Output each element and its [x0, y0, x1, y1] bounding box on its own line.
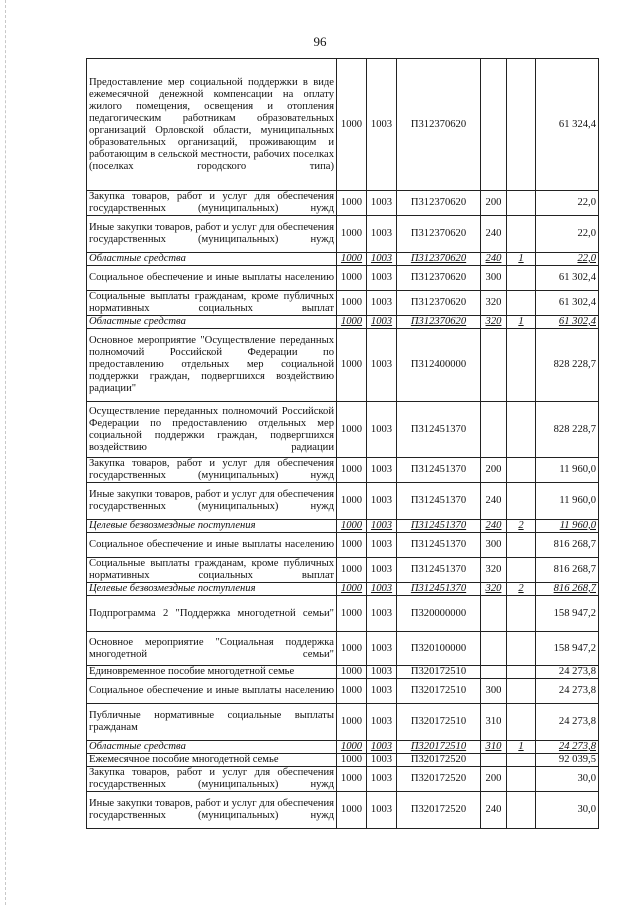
- table-row: [87, 191, 599, 216]
- row-amount: 11 960,0: [536, 458, 599, 483]
- row-amount: 11 960,0: [536, 483, 599, 520]
- row-amount: 30,0: [536, 792, 599, 829]
- row-name: Осуществление переданных полномочий Российской Федерации по предоставлению отдельных мер социальной поддержки граждан, подвергшихся воздействию радиации: [87, 402, 337, 458]
- row-funding-source: [507, 792, 536, 829]
- row-subsection: 1003: [367, 596, 397, 632]
- row-expense-type: [481, 59, 507, 191]
- row-section: 1000: [337, 266, 367, 291]
- row-name: Областные средства: [87, 741, 337, 754]
- table-row: [87, 792, 599, 829]
- row-target-article: П312370620: [397, 216, 481, 253]
- row-amount: 158 947,2: [536, 596, 599, 632]
- table-row: [87, 767, 599, 792]
- row-name: Социальное обеспечение и иные выплаты населению: [87, 679, 337, 704]
- row-name: Предоставление мер социальной поддержки в виде ежемесячной денежной компенсации на оплату жилого помещения, освещения и отопления педагогическим работникам образовательных организаций Орловской области, муниципальных образовательных организаций, проживающим и работающим в сельской местности, рабочих поселках (поселках городского типа): [87, 59, 337, 191]
- row-amount: 61 302,4: [536, 291, 599, 316]
- row-section: 1000: [337, 533, 367, 558]
- row-section: 1000: [337, 191, 367, 216]
- row-subsection: 1003: [367, 533, 397, 558]
- table-row: [87, 741, 599, 754]
- row-funding-source: [507, 596, 536, 632]
- row-name: Закупка товаров, работ и услуг для обеспечения государственных (муниципальных) нужд: [87, 767, 337, 792]
- row-subsection: 1003: [367, 191, 397, 216]
- row-funding-source: [507, 754, 536, 767]
- row-subsection: 1003: [367, 483, 397, 520]
- row-funding-source: [507, 483, 536, 520]
- row-subsection: 1003: [367, 666, 397, 679]
- row-funding-source: [507, 704, 536, 741]
- row-subsection: 1003: [367, 767, 397, 792]
- row-expense-type: 310: [481, 704, 507, 741]
- row-section: 1000: [337, 679, 367, 704]
- row-funding-source: [507, 558, 536, 583]
- row-expense-type: 200: [481, 767, 507, 792]
- row-target-article: П320172520: [397, 754, 481, 767]
- table-row: [87, 59, 599, 191]
- row-name: Закупка товаров, работ и услуг для обеспечения государственных (муниципальных) нужд: [87, 191, 337, 216]
- row-name: Подпрограмма 2 "Поддержка многодетной семьи": [87, 596, 337, 632]
- row-section: 1000: [337, 316, 367, 329]
- page-number: 96: [313, 34, 327, 49]
- row-target-article: П320100000: [397, 632, 481, 666]
- row-section: 1000: [337, 583, 367, 596]
- row-target-article: П320172510: [397, 704, 481, 741]
- row-section: 1000: [337, 59, 367, 191]
- row-expense-type: 300: [481, 533, 507, 558]
- row-target-article: П320172520: [397, 792, 481, 829]
- table-row: [87, 632, 599, 666]
- row-expense-type: 240: [481, 216, 507, 253]
- row-target-article: П312370620: [397, 316, 481, 329]
- row-name: Социальное обеспечение и иные выплаты населению: [87, 533, 337, 558]
- row-amount: 30,0: [536, 767, 599, 792]
- row-amount: 61 324,4: [536, 59, 599, 191]
- row-expense-type: 300: [481, 266, 507, 291]
- row-section: 1000: [337, 558, 367, 583]
- row-amount: 22,0: [536, 253, 599, 266]
- row-subsection: 1003: [367, 792, 397, 829]
- table-body: [87, 59, 599, 829]
- row-expense-type: 320: [481, 316, 507, 329]
- row-expense-type: [481, 329, 507, 402]
- row-subsection: 1003: [367, 59, 397, 191]
- row-funding-source: [507, 59, 536, 191]
- row-subsection: 1003: [367, 216, 397, 253]
- row-name: Иные закупки товаров, работ и услуг для обеспечения государственных (муниципальных) нужд: [87, 792, 337, 829]
- row-name: Иные закупки товаров, работ и услуг для обеспечения государственных (муниципальных) нужд: [87, 483, 337, 520]
- row-funding-source: 2: [507, 583, 536, 596]
- row-target-article: П312451370: [397, 520, 481, 533]
- row-target-article: П312451370: [397, 483, 481, 520]
- row-name: Целевые безвозмездные поступления: [87, 583, 337, 596]
- row-expense-type: 200: [481, 458, 507, 483]
- budget-table: [86, 58, 599, 829]
- row-funding-source: [507, 266, 536, 291]
- row-name: Иные закупки товаров, работ и услуг для обеспечения государственных (муниципальных) нужд: [87, 216, 337, 253]
- row-expense-type: [481, 402, 507, 458]
- row-section: 1000: [337, 767, 367, 792]
- table-row: [87, 483, 599, 520]
- row-subsection: 1003: [367, 266, 397, 291]
- table-row: [87, 458, 599, 483]
- row-funding-source: 1: [507, 316, 536, 329]
- row-funding-source: [507, 533, 536, 558]
- table-row: [87, 754, 599, 767]
- row-subsection: 1003: [367, 253, 397, 266]
- row-funding-source: 1: [507, 253, 536, 266]
- row-expense-type: [481, 666, 507, 679]
- row-subsection: 1003: [367, 458, 397, 483]
- row-section: 1000: [337, 792, 367, 829]
- row-amount: 61 302,4: [536, 316, 599, 329]
- row-section: 1000: [337, 632, 367, 666]
- row-amount: 828 228,7: [536, 402, 599, 458]
- table-row: [87, 704, 599, 741]
- row-section: 1000: [337, 666, 367, 679]
- row-name: Основное мероприятие "Социальная поддержка многодетной семьи": [87, 632, 337, 666]
- row-section: 1000: [337, 704, 367, 741]
- table-row: [87, 596, 599, 632]
- row-expense-type: [481, 754, 507, 767]
- row-target-article: П312400000: [397, 329, 481, 402]
- table-row: [87, 679, 599, 704]
- row-target-article: П312370620: [397, 59, 481, 191]
- row-name: Областные средства: [87, 316, 337, 329]
- row-expense-type: [481, 632, 507, 666]
- table-row: [87, 266, 599, 291]
- row-target-article: П312451370: [397, 558, 481, 583]
- row-name: Социальные выплаты гражданам, кроме публичных нормативных социальных выплат: [87, 558, 337, 583]
- row-amount: 61 302,4: [536, 266, 599, 291]
- row-funding-source: [507, 767, 536, 792]
- row-expense-type: 240: [481, 792, 507, 829]
- row-target-article: П312451370: [397, 583, 481, 596]
- row-funding-source: [507, 329, 536, 402]
- row-expense-type: 320: [481, 291, 507, 316]
- row-expense-type: 310: [481, 741, 507, 754]
- row-name: Целевые безвозмездные поступления: [87, 520, 337, 533]
- row-expense-type: 300: [481, 679, 507, 704]
- table-row: [87, 329, 599, 402]
- row-section: 1000: [337, 458, 367, 483]
- row-amount: 828 228,7: [536, 329, 599, 402]
- row-target-article: П312370620: [397, 253, 481, 266]
- row-section: 1000: [337, 754, 367, 767]
- row-funding-source: [507, 458, 536, 483]
- row-section: 1000: [337, 253, 367, 266]
- row-expense-type: [481, 596, 507, 632]
- scan-margin-rule: [5, 0, 6, 905]
- row-amount: 92 039,5: [536, 754, 599, 767]
- row-subsection: 1003: [367, 316, 397, 329]
- row-subsection: 1003: [367, 741, 397, 754]
- row-funding-source: [507, 679, 536, 704]
- row-subsection: 1003: [367, 402, 397, 458]
- row-subsection: 1003: [367, 583, 397, 596]
- table-row: [87, 216, 599, 253]
- row-target-article: П312370620: [397, 266, 481, 291]
- table-row: [87, 291, 599, 316]
- row-amount: 158 947,2: [536, 632, 599, 666]
- row-section: 1000: [337, 596, 367, 632]
- row-name: Публичные нормативные социальные выплаты гражданам: [87, 704, 337, 741]
- row-funding-source: 1: [507, 741, 536, 754]
- row-amount: 24 273,8: [536, 679, 599, 704]
- row-section: 1000: [337, 741, 367, 754]
- row-expense-type: 320: [481, 558, 507, 583]
- row-subsection: 1003: [367, 754, 397, 767]
- row-target-article: П312451370: [397, 533, 481, 558]
- row-section: 1000: [337, 483, 367, 520]
- table-row: [87, 316, 599, 329]
- row-amount: 24 273,8: [536, 741, 599, 754]
- row-subsection: 1003: [367, 291, 397, 316]
- row-name: Основное мероприятие "Осуществление переданных полномочий Российской Федерации по предоставлению отдельных мер социальной поддержки граждан, подвергшихся воздействию радиации": [87, 329, 337, 402]
- row-funding-source: [507, 216, 536, 253]
- row-target-article: П320172520: [397, 767, 481, 792]
- row-target-article: П312370620: [397, 291, 481, 316]
- table-row: [87, 583, 599, 596]
- row-target-article: П320000000: [397, 596, 481, 632]
- row-name: Социальное обеспечение и иные выплаты населению: [87, 266, 337, 291]
- row-funding-source: [507, 191, 536, 216]
- row-target-article: П312451370: [397, 402, 481, 458]
- row-subsection: 1003: [367, 520, 397, 533]
- row-amount: 22,0: [536, 191, 599, 216]
- table-row: [87, 533, 599, 558]
- row-name: Социальные выплаты гражданам, кроме публичных нормативных социальных выплат: [87, 291, 337, 316]
- row-expense-type: 320: [481, 583, 507, 596]
- row-name: Областные средства: [87, 253, 337, 266]
- row-expense-type: 240: [481, 520, 507, 533]
- table-row: [87, 402, 599, 458]
- row-target-article: П320172510: [397, 666, 481, 679]
- row-funding-source: [507, 666, 536, 679]
- row-target-article: П320172510: [397, 741, 481, 754]
- row-amount: 11 960,0: [536, 520, 599, 533]
- row-funding-source: [507, 291, 536, 316]
- row-funding-source: [507, 632, 536, 666]
- row-section: 1000: [337, 329, 367, 402]
- row-subsection: 1003: [367, 558, 397, 583]
- table-row: [87, 520, 599, 533]
- row-amount: 816 268,7: [536, 583, 599, 596]
- row-expense-type: 240: [481, 253, 507, 266]
- row-subsection: 1003: [367, 679, 397, 704]
- table-row: [87, 253, 599, 266]
- row-funding-source: [507, 402, 536, 458]
- row-target-article: П312451370: [397, 458, 481, 483]
- row-expense-type: 200: [481, 191, 507, 216]
- row-name: Ежемесячное пособие многодетной семье: [87, 754, 337, 767]
- table-row: [87, 666, 599, 679]
- row-name: Единовременное пособие многодетной семье: [87, 666, 337, 679]
- row-section: 1000: [337, 216, 367, 253]
- row-amount: 22,0: [536, 216, 599, 253]
- row-expense-type: 240: [481, 483, 507, 520]
- row-section: 1000: [337, 291, 367, 316]
- row-amount: 816 268,7: [536, 533, 599, 558]
- row-funding-source: 2: [507, 520, 536, 533]
- row-amount: 816 268,7: [536, 558, 599, 583]
- row-subsection: 1003: [367, 704, 397, 741]
- row-subsection: 1003: [367, 329, 397, 402]
- row-target-article: П312370620: [397, 191, 481, 216]
- table-row: [87, 558, 599, 583]
- row-subsection: 1003: [367, 632, 397, 666]
- row-section: 1000: [337, 520, 367, 533]
- row-amount: 24 273,8: [536, 704, 599, 741]
- row-section: 1000: [337, 402, 367, 458]
- row-name: Закупка товаров, работ и услуг для обеспечения государственных (муниципальных) нужд: [87, 458, 337, 483]
- row-amount: 24 273,8: [536, 666, 599, 679]
- row-target-article: П320172510: [397, 679, 481, 704]
